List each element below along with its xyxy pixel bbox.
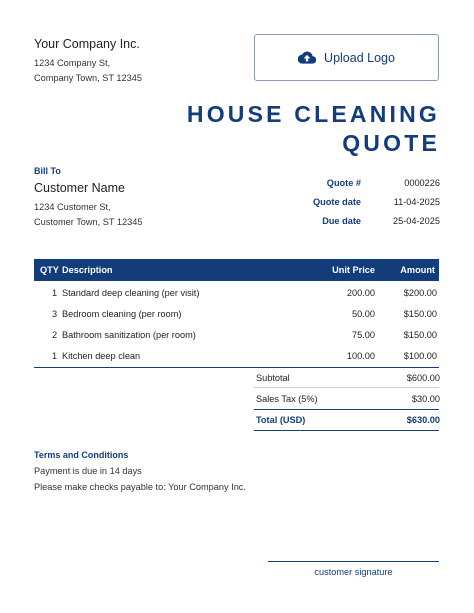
total-label: Total (USD) <box>256 415 306 425</box>
bill-to-label: Bill To <box>34 166 61 176</box>
upload-logo-label: Upload Logo <box>324 50 395 65</box>
row-unit-price: 50.00 <box>352 309 375 319</box>
customer-address-line2: Customer Town, ST 12345 <box>34 217 143 227</box>
company-address-line2: Company Town, ST 12345 <box>34 73 142 83</box>
document-title <box>187 100 440 158</box>
sales-tax-label: Sales Tax (5%) <box>256 394 318 404</box>
header-unit-price: Unit Price <box>332 265 375 275</box>
signature-label: customer signature <box>314 567 393 577</box>
quote-number-label: Quote # <box>326 178 361 188</box>
due-date-value: 25-04-2025 <box>393 216 440 226</box>
row-amount: $200.00 <box>403 288 437 298</box>
row-qty: 2 <box>52 330 58 340</box>
row-description: Bathroom sanitization (per room) <box>62 330 196 340</box>
title-line2: QUOTE <box>342 130 440 156</box>
items-table-header <box>34 259 439 281</box>
upload-logo-button[interactable] <box>254 34 439 81</box>
subtotal-label: Subtotal <box>256 373 290 383</box>
sales-tax-value: $30.00 <box>411 394 440 404</box>
header-qty: QTY <box>40 265 59 275</box>
terms-line2: Please make checks payable to: Your Company Inc. <box>34 482 246 492</box>
summary-divider <box>254 387 439 388</box>
quote-number-value: 0000226 <box>404 178 440 188</box>
title-line1: HOUSE CLEANING <box>186 101 440 127</box>
company-address-line1: 1234 Company St, <box>34 58 111 68</box>
due-date-label: Due date <box>322 216 361 226</box>
row-qty: 3 <box>52 309 58 319</box>
row-qty: 1 <box>52 288 58 298</box>
row-description: Kitchen deep clean <box>62 351 141 361</box>
row-unit-price: 100.00 <box>346 351 375 361</box>
total-value: $630.00 <box>406 415 440 425</box>
cloud-upload-icon <box>298 51 316 64</box>
header-amount: Amount <box>400 265 435 275</box>
table-row <box>34 283 439 304</box>
row-description: Standard deep cleaning (per visit) <box>62 288 200 298</box>
table-bottom-rule <box>34 367 439 368</box>
terms-title: Terms and Conditions <box>34 450 129 460</box>
row-amount: $100.00 <box>403 351 437 361</box>
customer-name: Customer Name <box>34 181 125 195</box>
signature-line <box>268 561 439 562</box>
company-address <box>34 56 142 86</box>
row-unit-price: 75.00 <box>352 330 375 340</box>
row-description: Bedroom cleaning (per room) <box>62 309 182 319</box>
quote-date-label: Quote date <box>313 197 361 207</box>
customer-address-line1: 1234 Customer St, <box>34 202 111 212</box>
row-qty: 1 <box>52 351 58 361</box>
subtotal-value: $600.00 <box>406 373 440 383</box>
table-row <box>34 346 439 367</box>
row-unit-price: 200.00 <box>346 288 375 298</box>
company-name: Your Company Inc. <box>34 37 140 51</box>
row-amount: $150.00 <box>403 309 437 319</box>
table-row <box>34 304 439 325</box>
customer-address <box>34 200 142 230</box>
total-bottom-rule <box>254 430 439 431</box>
header-description: Description <box>62 265 113 275</box>
total-top-rule <box>254 409 439 410</box>
quote-date-value: 11-04-2025 <box>393 197 440 207</box>
row-amount: $150.00 <box>403 330 437 340</box>
table-row <box>34 325 439 346</box>
terms-line1: Payment is due in 14 days <box>34 466 142 476</box>
